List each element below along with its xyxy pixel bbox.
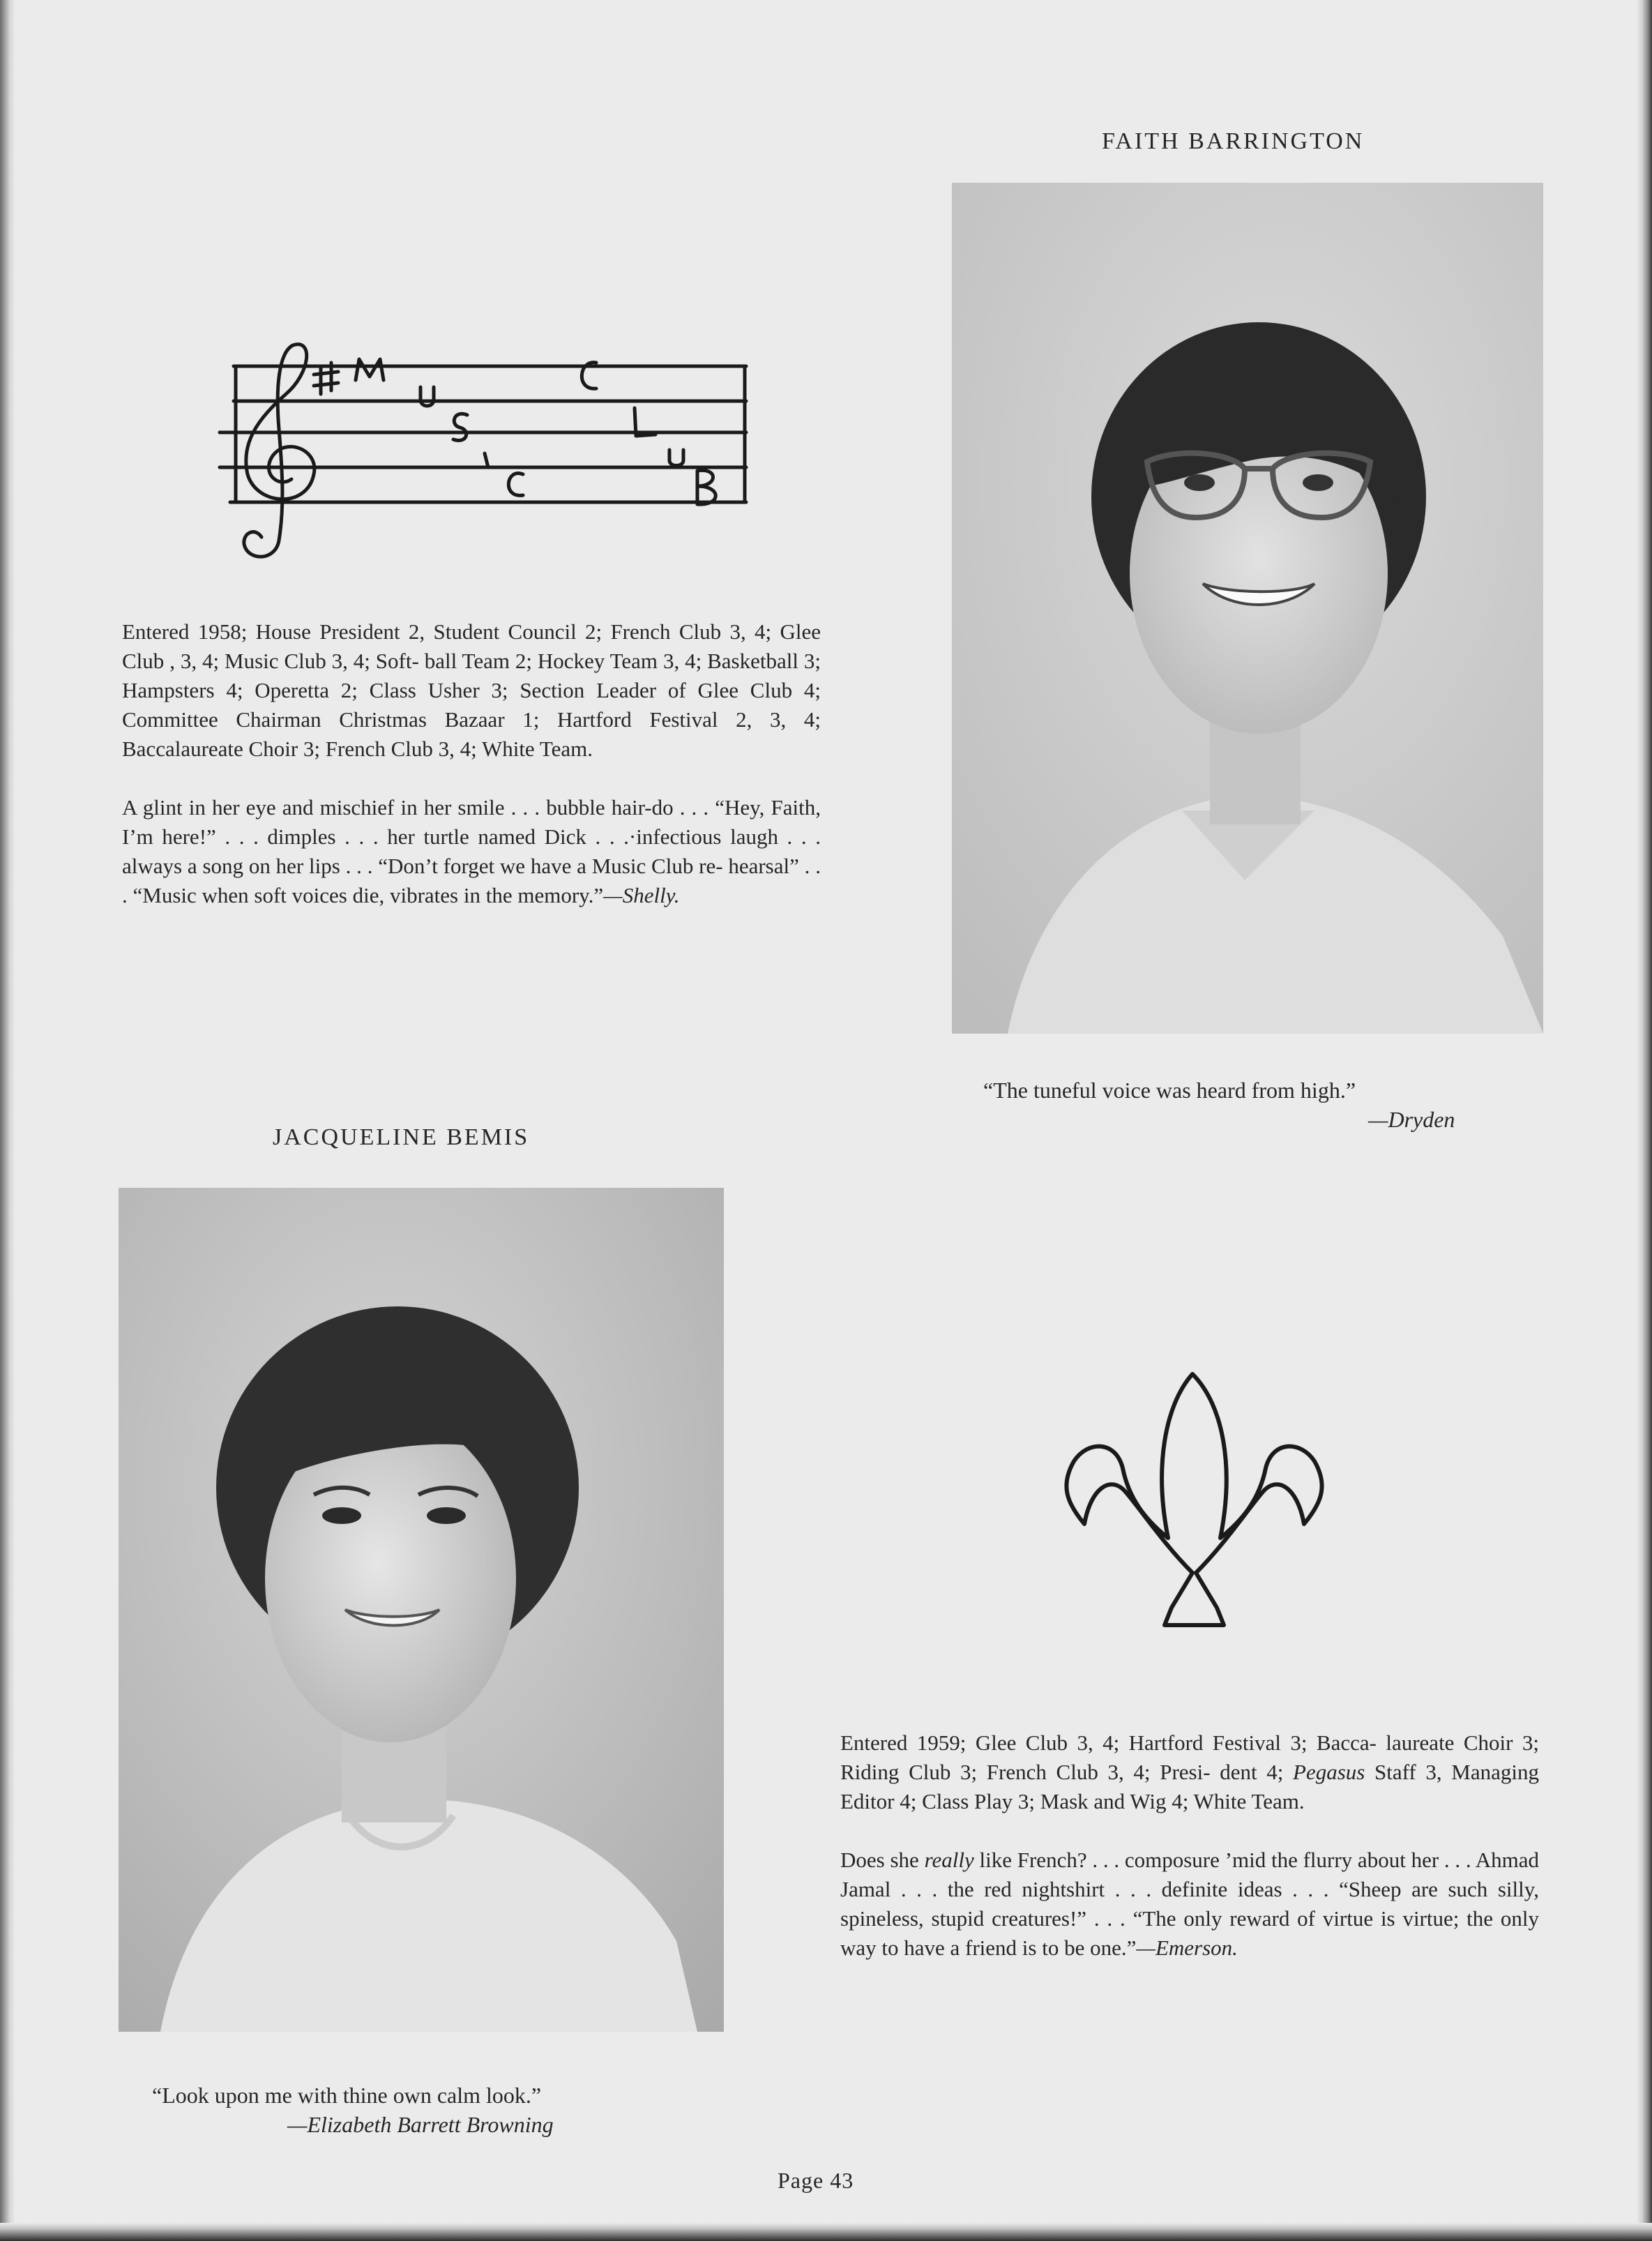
page-number: Page 43 [778, 2168, 854, 2193]
faith-barrington-portrait-photo [952, 183, 1543, 1034]
page-right-edge [1637, 0, 1652, 2241]
faith-barrington-quote-attribution: —Dryden [1368, 1107, 1455, 1132]
faith-barrington-bio [122, 617, 821, 940]
fleur-de-lis-icon [1046, 1364, 1339, 1650]
music-staff-drawing [209, 331, 753, 568]
page-bottom-edge [0, 2223, 1652, 2241]
jacqueline-bemis-write-up: Does she really like French? . . . composure ’mid the flurry about her . . . Ahmad Jamal . . . the red nightshirt . . . definite ideas . . . “Sheep are such silly, spineless, stupid creatures!” . . . “The only reward of virtue is virtue; the only way to have a friend is to be one.”—Emerson. [840, 1848, 1539, 1960]
student-name-faith-barrington: FAITH BARRINGTON [1102, 128, 1365, 154]
student-name-jacqueline-bemis: JACQUELINE BEMIS [273, 1124, 530, 1150]
faith-barrington-quote: “The tuneful voice was heard from high.” [983, 1078, 1356, 1103]
faith-barrington-activities: Entered 1958; House President 2, Student Council 2; French Club 3, 4; Glee Club , 3, 4; Music Club 3, 4; Soft- ball Team 2; Hockey Team 3, 4; Basketball 3; Hampsters 4; Operetta 2; Class Usher 3; Section Leader of Glee Club 4; Committee Chairman Christmas Bazaar 1; Hartford Festival 2, 3, 4; Baccalaureate Choir 3; French Club 3, 4; White Team. [122, 619, 821, 761]
jacqueline-bemis-quote: “Look upon me with thine own calm look.” [152, 2083, 542, 2108]
music-club-emblem [209, 331, 753, 568]
fleur-de-lis-emblem [1046, 1364, 1339, 1650]
jacqueline-bemis-activities: Entered 1959; Glee Club 3, 4; Hartford Festival 3; Bacca- laureate Choir 3; Riding Club 3; French Club 3, 4; Presi- dent 4; Pegasus Staff 3, Managing Editor 4; Class Play 3; Mask and Wig 4; White Team. [840, 1730, 1539, 1813]
faith-barrington-write-up: A glint in her eye and mischief in her smile . . . bubble hair-do . . . “Hey, Faith, I’m here!” . . . dimples . . . her turtle named Dick . . .·infectious laugh . . . always a song on her lips . . . “Don’t forget we have a Music Club re- hearsal” . . . “Music when soft voices die, vibrates in the memory.”—Shelly. [122, 795, 821, 907]
jacqueline-bemis-quote-attribution: —Elizabeth Barrett Browning [287, 2112, 554, 2137]
page-binding-edge [0, 0, 15, 2241]
jacqueline-bemis-bio [840, 1728, 1539, 1992]
jacqueline-bemis-portrait-photo [119, 1188, 724, 2032]
